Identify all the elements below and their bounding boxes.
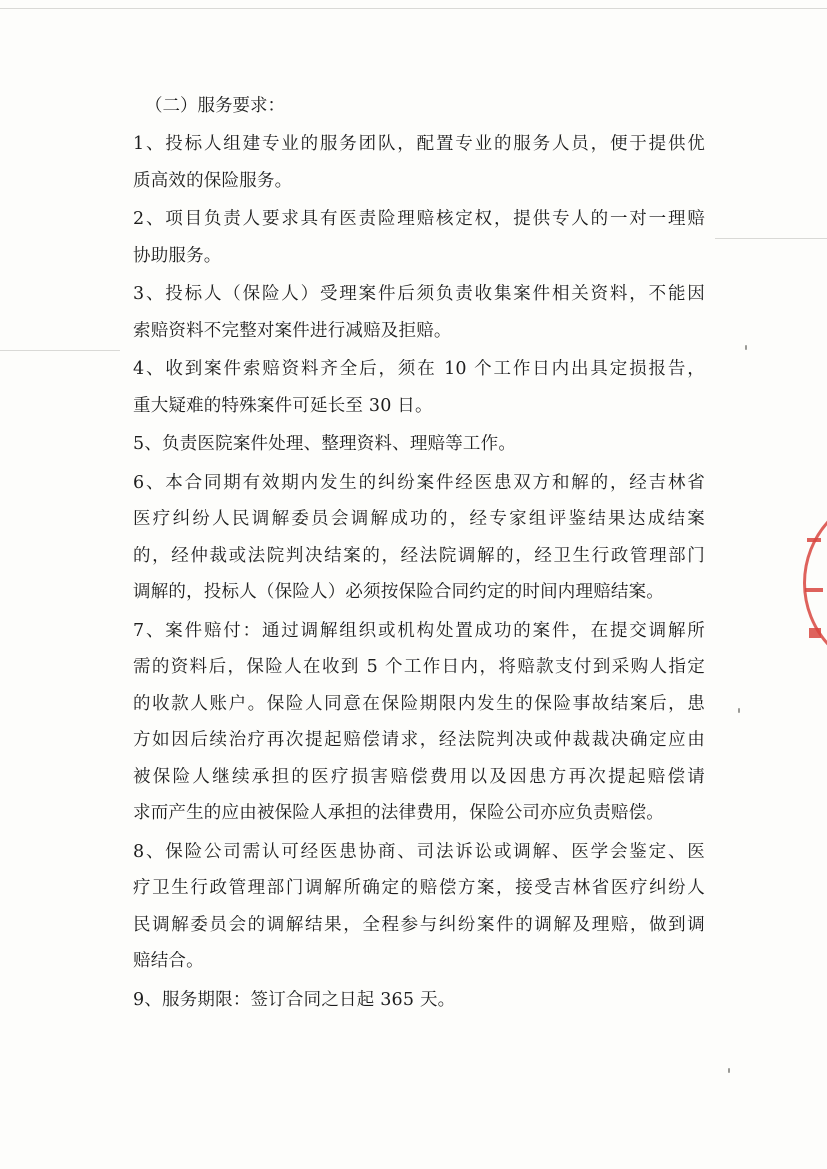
service-requirements-section — [133, 88, 705, 1018]
requirement-line: 索赔资料不完整对案件进行减赔及拒赔。 — [133, 320, 452, 341]
requirement-item — [133, 465, 705, 611]
scan-artifact — [0, 350, 120, 351]
requirement-line: 协助服务。 — [133, 245, 222, 266]
requirement-line: 7、案件赔付：通过调解组织或机构处置成功的案件，在提交调解所 — [133, 620, 705, 641]
scan-speck — [745, 345, 747, 350]
requirement-item — [133, 613, 705, 832]
section-heading: （二）服务要求： — [145, 96, 285, 116]
requirement-line: 6、本合同期有效期内发生的纠纷案件经医患双方和解的，经吉林省 — [133, 472, 705, 493]
requirement-line: 重大疑难的特殊案件可延长至 30 日。 — [133, 395, 433, 416]
requirement-line: 9、服务期限：签订合同之日起 365 天。 — [133, 989, 456, 1010]
requirement-line: 调解的，投标人（保险人）必须按保险合同约定的时间内理赔结案。 — [133, 582, 664, 602]
requirement-line: 求而产生的应由被保险人承担的法律费用，保险公司亦应负责赔偿。 — [133, 803, 664, 823]
requirement-item — [133, 982, 705, 1019]
requirement-item — [133, 834, 705, 980]
requirement-item — [133, 201, 705, 274]
requirement-line: 疗卫生行政管理部门调解所确定的赔偿方案，接受吉林省医疗纠纷人 — [133, 878, 705, 898]
red-seal-stamp — [801, 490, 827, 660]
requirement-line: 3、投标人（保险人）受理案件后须负责收集案件相关资料，不能因 — [133, 284, 705, 304]
requirement-item — [133, 276, 705, 349]
requirement-line: 被保险人继续承担的医疗损害赔偿费用以及因患方再次提起赔偿请 — [133, 766, 705, 787]
requirement-line: 的，经仲裁或法院判决结案的，经法院调解的，经卫生行政管理部门 — [133, 545, 705, 566]
requirement-item — [133, 426, 705, 463]
requirements-list — [133, 126, 705, 1018]
scan-speck — [738, 708, 740, 713]
requirement-item — [133, 126, 705, 199]
requirement-line: 4、收到案件索赔资料齐全后，须在 10 个工作日内出具定损报告， — [133, 359, 705, 379]
requirement-line: 方如因后续治疗再次提起赔偿请求，经法院判决或仲裁裁决确定应由 — [133, 730, 705, 750]
requirement-line: 1、投标人组建专业的服务团队，配置专业的服务人员，便于提供优 — [133, 134, 705, 154]
scan-artifact — [715, 238, 827, 239]
requirement-line: 的收款人账户。保险人同意在保险期限内发生的保险事故结案后，患 — [133, 693, 705, 714]
requirement-item — [133, 351, 705, 424]
requirement-line: 8、保险公司需认可经医患协商、司法诉讼或调解、医学会鉴定、医 — [133, 841, 705, 862]
scan-artifact — [0, 8, 827, 9]
scan-speck — [728, 1068, 730, 1073]
requirement-line: 民调解委员会的调解结果，全程参与纠纷案件的调解及理赔，做到调 — [133, 914, 705, 935]
requirement-line: 赔结合。 — [133, 951, 204, 971]
requirement-line: 质高效的保险服务。 — [133, 170, 293, 191]
requirement-line: 2、项目负责人要求具有医责险理赔核定权，提供专人的一对一理赔 — [133, 209, 705, 229]
requirement-line: 5、负责医院案件处理、整理资料、理赔等工作。 — [133, 434, 517, 454]
requirement-line: 需的资料后，保险人在收到 5 个工作日内，将赔款支付到采购人指定 — [133, 657, 705, 677]
requirement-line: 医疗纠纷人民调解委员会调解成功的，经专家组评鉴结果达成结案 — [133, 509, 705, 529]
